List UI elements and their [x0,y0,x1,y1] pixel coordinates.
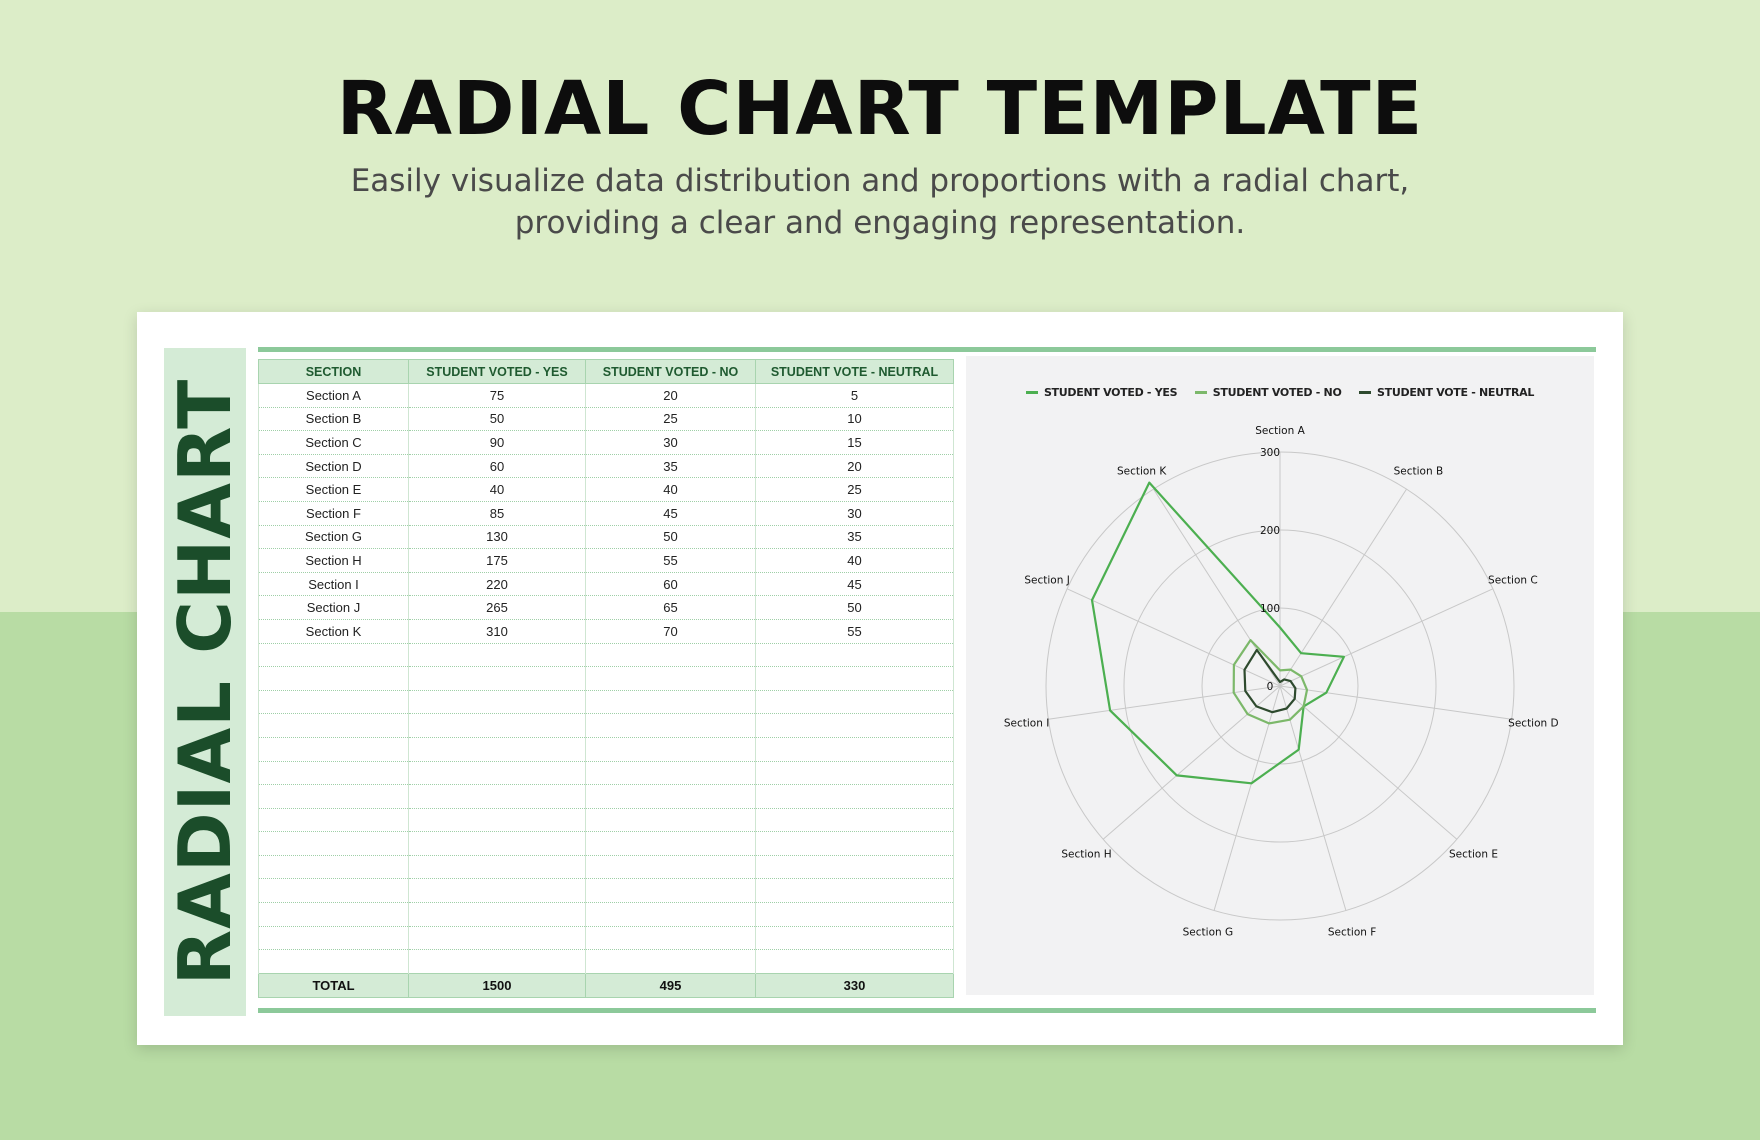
empty-row [259,903,954,927]
top-rule [258,347,1596,352]
category-label: Section J [1024,574,1070,587]
category-label: Section E [1449,848,1498,861]
series-line-yes [1092,483,1344,784]
cell-section: Section K [259,619,409,643]
empty-cell [586,903,756,927]
empty-cell [586,950,756,974]
empty-cell [409,926,586,950]
empty-row [259,832,954,856]
cell-section: Section H [259,549,409,573]
page-title: RADIAL CHART TEMPLATE [336,66,1424,152]
empty-cell [409,785,586,809]
chart-panel [966,356,1594,995]
cell-yes: 75 [409,384,586,408]
empty-cell [409,855,586,879]
table-row [259,596,954,620]
empty-cell [409,832,586,856]
bottom-rule [258,1008,1596,1013]
radial-tick-label: 100 [1259,603,1281,615]
cell-yes: 60 [409,454,586,478]
empty-cell [756,785,954,809]
cell-no: 70 [586,619,756,643]
empty-cell [409,667,586,691]
cell-section: Section F [259,501,409,525]
cell-neutral: 40 [756,549,954,573]
header-no: STUDENT VOTED - NO [586,360,756,384]
empty-cell [586,714,756,738]
page-subtitle [0,160,1760,244]
cell-yes: 265 [409,596,586,620]
empty-cell [259,879,409,903]
category-label: Section G [1182,926,1234,939]
subtitle-line-1: Easily visualize data distribution and proportions with a radial chart, [350,163,1410,199]
total-label: TOTAL [259,973,409,997]
category-label: Section H [1061,848,1112,861]
legend-label-neutral: STUDENT VOTE - NEUTRAL [1377,386,1535,399]
cell-neutral: 20 [756,454,954,478]
grid-spoke [1214,686,1280,911]
total-row [259,973,954,997]
empty-cell [586,855,756,879]
empty-cell [586,808,756,832]
empty-cell [586,667,756,691]
legend-label-yes: STUDENT VOTED - YES [1043,386,1178,399]
empty-cell [409,643,586,667]
legend-label-no: STUDENT VOTED - NO [1212,386,1342,399]
cell-neutral: 45 [756,572,954,596]
category-label: Section C [1488,574,1538,587]
grid-spoke [1280,686,1457,839]
radar-chart [966,356,1594,995]
vote-table [258,359,954,998]
empty-cell [586,643,756,667]
table-row [259,619,954,643]
header-section: SECTION [259,360,409,384]
empty-cell [409,714,586,738]
empty-row [259,737,954,761]
cell-no: 20 [586,384,756,408]
table-row [259,478,954,502]
cell-no: 35 [586,454,756,478]
cell-section: Section C [259,431,409,455]
cell-no: 65 [586,596,756,620]
cell-no: 45 [586,501,756,525]
table-row [259,572,954,596]
empty-cell [756,903,954,927]
empty-cell [409,903,586,927]
cell-neutral: 15 [756,431,954,455]
category-label: Section I [1003,717,1050,730]
empty-cell [756,737,954,761]
empty-cell [756,832,954,856]
empty-row [259,667,954,691]
empty-cell [259,950,409,974]
cell-section: Section D [259,454,409,478]
empty-cell [756,643,954,667]
cell-neutral: 35 [756,525,954,549]
radial-tick-label: 300 [1259,447,1281,459]
grid-spoke [1280,589,1493,686]
empty-cell [756,808,954,832]
side-label: RADIAL CHART [163,378,247,986]
empty-cell [259,832,409,856]
empty-cell [586,737,756,761]
cell-yes: 40 [409,478,586,502]
cell-yes: 90 [409,431,586,455]
empty-cell [259,785,409,809]
empty-cell [409,690,586,714]
empty-row [259,879,954,903]
empty-cell [259,690,409,714]
empty-row [259,690,954,714]
table-row [259,431,954,455]
empty-cell [259,714,409,738]
grid-spoke [1280,686,1512,719]
cell-neutral: 25 [756,478,954,502]
empty-row [259,643,954,667]
empty-cell [756,761,954,785]
header-neutral: STUDENT VOTE - NEUTRAL [756,360,954,384]
table-row [259,384,954,408]
empty-cell [586,690,756,714]
empty-cell [409,808,586,832]
total-neutral: 330 [756,973,954,997]
empty-cell [756,855,954,879]
total-no: 495 [586,973,756,997]
empty-cell [756,667,954,691]
empty-cell [586,879,756,903]
table-row [259,454,954,478]
cell-yes: 175 [409,549,586,573]
side-panel [164,348,246,1016]
empty-cell [259,855,409,879]
cell-neutral: 55 [756,619,954,643]
category-label: Section A [1255,425,1305,437]
cell-no: 25 [586,407,756,431]
empty-cell [586,926,756,950]
table-row [259,549,954,573]
subtitle-line-2: providing a clear and engaging representation. [514,205,1246,241]
table-row [259,501,954,525]
table-row [259,525,954,549]
cell-yes: 50 [409,407,586,431]
cell-section: Section B [259,407,409,431]
cell-yes: 85 [409,501,586,525]
cell-section: Section G [259,525,409,549]
empty-cell [259,926,409,950]
cell-no: 50 [586,525,756,549]
total-yes: 1500 [409,973,586,997]
cell-no: 60 [586,572,756,596]
cell-section: Section I [259,572,409,596]
empty-row [259,761,954,785]
category-label: Section D [1508,717,1559,730]
empty-cell [756,714,954,738]
cell-neutral: 50 [756,596,954,620]
empty-cell [409,737,586,761]
radial-tick-label: 200 [1259,525,1281,537]
empty-cell [409,950,586,974]
empty-row [259,950,954,974]
empty-row [259,808,954,832]
empty-cell [259,903,409,927]
empty-cell [756,950,954,974]
empty-cell [409,879,586,903]
empty-cell [756,690,954,714]
empty-cell [756,879,954,903]
cell-section: Section J [259,596,409,620]
empty-row [259,926,954,950]
cell-yes: 220 [409,572,586,596]
radial-tick-label: 0 [1266,681,1274,693]
category-label: Section F [1327,926,1377,939]
empty-cell [586,761,756,785]
empty-cell [586,832,756,856]
empty-cell [409,761,586,785]
empty-cell [259,667,409,691]
cell-neutral: 10 [756,407,954,431]
empty-cell [586,785,756,809]
table-row [259,407,954,431]
empty-cell [756,926,954,950]
cell-section: Section E [259,478,409,502]
cell-section: Section A [259,384,409,408]
empty-cell [259,737,409,761]
header-yes: STUDENT VOTED - YES [409,360,586,384]
empty-row [259,714,954,738]
empty-cell [259,808,409,832]
grid-spoke [1103,686,1280,839]
empty-row [259,855,954,879]
cell-neutral: 5 [756,384,954,408]
chart-card [137,312,1623,1045]
cell-yes: 310 [409,619,586,643]
table-body [259,384,954,974]
cell-neutral: 30 [756,501,954,525]
category-label: Section B [1393,465,1444,478]
cell-no: 30 [586,431,756,455]
empty-cell [259,643,409,667]
category-label: Section K [1116,465,1167,478]
empty-cell [259,761,409,785]
empty-row [259,785,954,809]
cell-no: 40 [586,478,756,502]
cell-no: 55 [586,549,756,573]
table-header-row [259,360,954,384]
cell-yes: 130 [409,525,586,549]
